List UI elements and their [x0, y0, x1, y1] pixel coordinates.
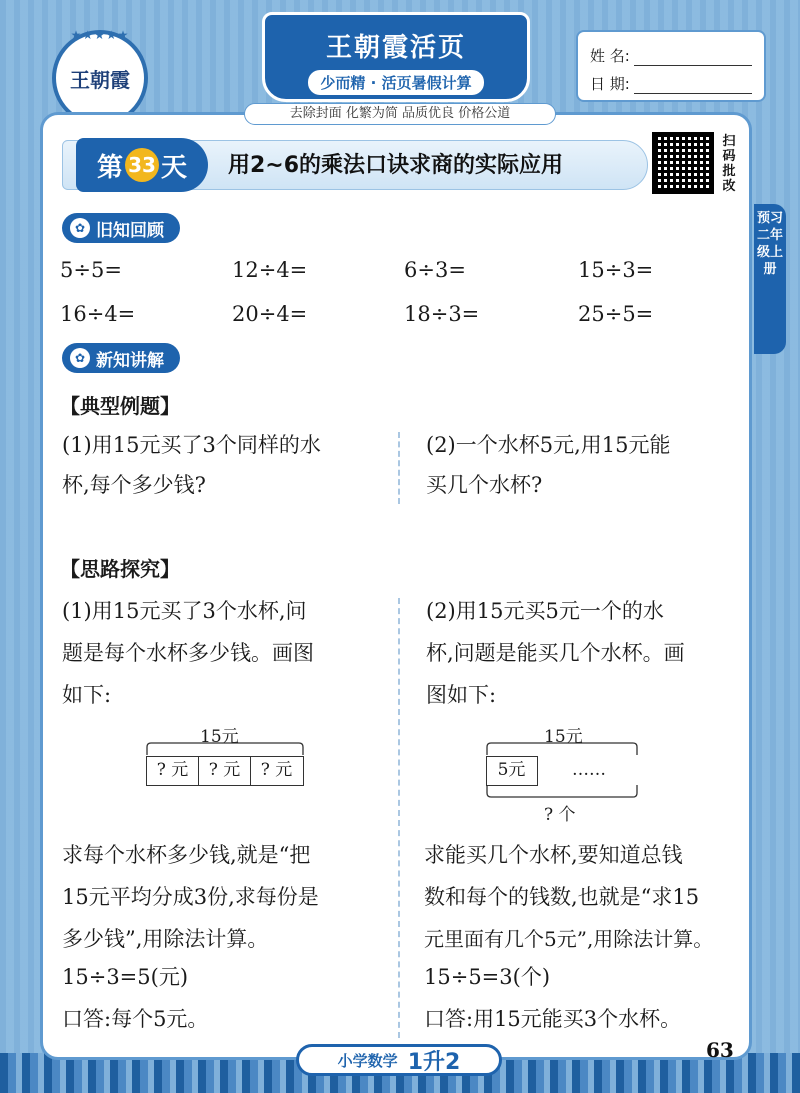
- qr-label: 扫码批改: [722, 134, 736, 194]
- right-diagram-bottom-brace: [486, 784, 638, 798]
- review-equation: 5÷5=: [60, 258, 122, 282]
- thinking-heading: 【思路探究】: [60, 557, 180, 581]
- left-diagram-total: 15元: [200, 727, 239, 747]
- date-field[interactable]: [634, 76, 752, 94]
- brand-subtitle: 少而精 · 活页暑假计算: [308, 70, 483, 95]
- right-line1: (2)用15元买5元一个的水: [426, 599, 664, 623]
- footer-grade: 1升2: [407, 1049, 461, 1075]
- review-equation: 6÷3=: [404, 258, 466, 282]
- left-diagram-cell: ? 元: [199, 757, 251, 785]
- right-diagram-dots: ……: [572, 760, 606, 780]
- left-explain3: 多少钱”,用除法计算。: [62, 927, 269, 951]
- review-equation: 15÷3=: [578, 258, 654, 282]
- new-knowledge-label: 新知讲解: [96, 350, 164, 371]
- left-diagram-brace: [146, 742, 304, 756]
- day-badge: [76, 138, 208, 192]
- footer-pill: [296, 1044, 502, 1076]
- right-diagram-cell: 5元: [497, 760, 526, 780]
- example-q2-line1: (2)一个水杯5元,用15元能: [426, 433, 671, 457]
- star-icon: ★★★★★: [70, 28, 130, 42]
- left-explain2: 15元平均分成3份,求每份是: [62, 885, 319, 909]
- review-pill: [62, 213, 180, 243]
- brand-banner: [262, 12, 530, 102]
- name-date-box: [576, 30, 766, 102]
- left-explain1: 求每个水杯多少钱,就是“把: [62, 843, 311, 867]
- example-heading: 【典型例题】: [60, 394, 180, 418]
- review-label: 旧知回顾: [96, 220, 164, 241]
- right-diagram-cell-box: [486, 756, 538, 786]
- right-diagram-question: ? 个: [544, 805, 576, 825]
- right-line2: 杯,问题是能买几个水杯。画: [426, 641, 685, 665]
- thinking-divider: [398, 598, 400, 1038]
- date-label: 日 期:: [590, 75, 630, 93]
- left-line3: 如下:: [62, 683, 112, 707]
- example-q1-line1: (1)用15元买了3个同样的水: [62, 433, 321, 457]
- review-equation: 20÷4=: [232, 302, 308, 326]
- day-suffix: 天: [161, 152, 188, 183]
- example-divider: [398, 432, 400, 504]
- brand-title: 王朝霞活页: [325, 33, 466, 63]
- left-calc: 15÷3=5(元): [62, 965, 189, 989]
- right-explain1: 求能买几个水杯,要知道总钱: [424, 843, 683, 867]
- medal-icon: ✿: [70, 218, 90, 238]
- left-diagram-cell: ? 元: [147, 757, 199, 785]
- left-diagram-bar: [146, 756, 304, 786]
- left-line2: 题是每个水杯多少钱。画图: [62, 641, 314, 665]
- day-prefix: 第: [96, 152, 123, 183]
- review-equation: 18÷3=: [404, 302, 480, 326]
- left-diagram-cell: ? 元: [260, 760, 293, 780]
- lesson-title: 用2~6的乘法口诀求商的实际应用: [228, 153, 564, 178]
- example-q2-line2: 买几个水杯?: [426, 473, 543, 497]
- right-calc: 15÷5=3(个): [424, 965, 551, 989]
- left-answer: 口答:每个5元。: [62, 1007, 209, 1031]
- right-diagram-top-brace: [486, 742, 638, 756]
- name-field[interactable]: [634, 48, 752, 66]
- right-line3: 图如下:: [426, 683, 497, 707]
- right-explain2: 数和每个的钱数,也就是“求15: [424, 885, 700, 909]
- name-label: 姓 名:: [590, 47, 630, 65]
- review-equation: 25÷5=: [578, 302, 654, 326]
- qr-code-icon[interactable]: [652, 132, 714, 194]
- right-answer: 口答:用15元能买3个水杯。: [424, 1007, 682, 1031]
- footer-subject: 小学数学: [337, 1051, 398, 1070]
- review-equation: 16÷4=: [60, 302, 136, 326]
- worksheet-paper: [40, 112, 752, 1060]
- new-knowledge-pill: [62, 343, 180, 373]
- medal-icon: ✿: [70, 348, 90, 368]
- left-line1: (1)用15元买了3个水杯,问: [62, 599, 307, 623]
- review-equation: 12÷4=: [232, 258, 308, 282]
- day-number: 33: [125, 148, 159, 182]
- page-number: 63: [706, 1038, 734, 1062]
- side-tab: 预习二年级上册: [754, 204, 786, 354]
- right-diagram-total: 15元: [544, 727, 583, 747]
- motto: 去除封面 化繁为简 品质优良 价格公道: [244, 103, 556, 125]
- example-q1-line2: 杯,每个多少钱?: [62, 473, 206, 497]
- logo-text: 王朝霞: [70, 67, 130, 92]
- right-explain3: 元里面有几个5元”,用除法计算。: [424, 927, 714, 951]
